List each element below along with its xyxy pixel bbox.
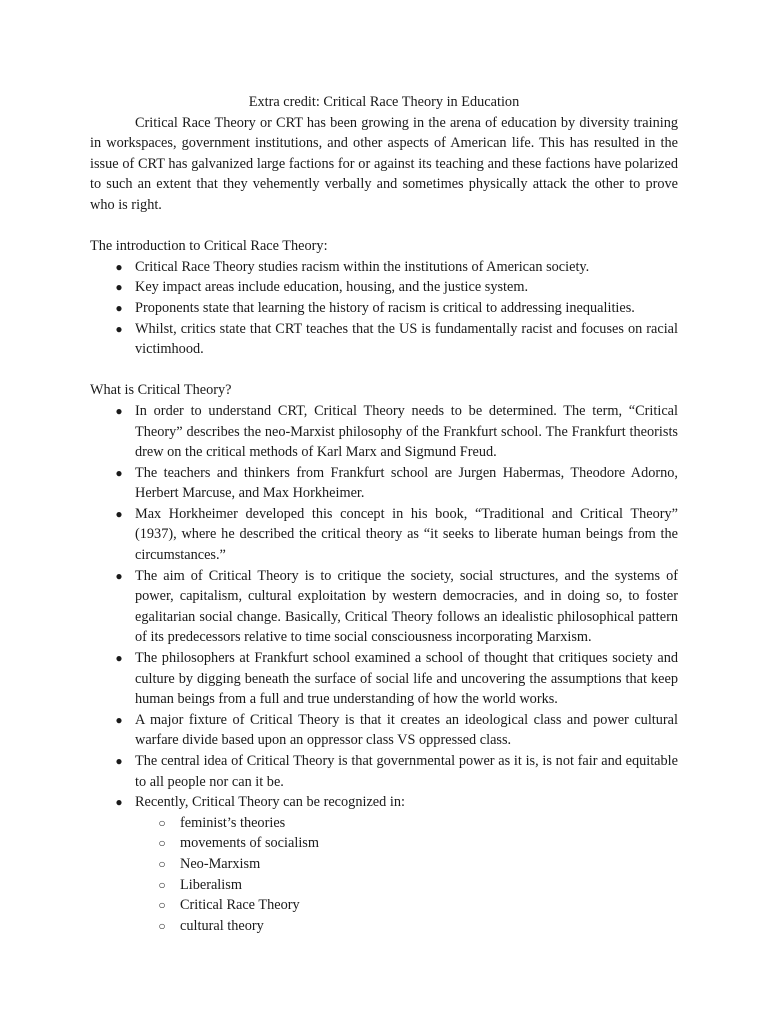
sub-list-item-text: cultural theory xyxy=(180,917,264,934)
list-item-text: The aim of Critical Theory is to critique the society, social structures, and the systems of power, capitalism, cultural exploitation by western democracies, and in doing so, to foster egalitarian social change. Basically, Critical Theory follows an idealistic philosophical pattern of its predecessors relative to time social consciousness incorporating Marxism. xyxy=(135,567,678,646)
document-title: Extra credit: Critical Race Theory in Education xyxy=(248,94,520,110)
list-item-text: Max Horkheimer developed this concept in his book, “Traditional and Critical Theory” (1937), where he described the critical theory as “it seeks to liberate human beings from the circumstances.” xyxy=(135,505,678,564)
bullet-icon: ● xyxy=(115,321,123,336)
list-item-text: Whilst, critics state that CRT teaches that the US is fundamentally racist and focuses on racial victimhood. xyxy=(135,320,678,358)
list-item xyxy=(90,463,678,504)
critical-theory-list xyxy=(90,401,678,936)
recognized-in-list xyxy=(135,813,678,937)
hollow-bullet-icon: ○ xyxy=(158,877,166,892)
bullet-icon: ● xyxy=(115,568,123,583)
list-item xyxy=(90,566,678,648)
bullet-icon: ● xyxy=(115,712,123,727)
hollow-bullet-icon: ○ xyxy=(158,856,166,871)
section-heading-critical-theory: What is Critical Theory? xyxy=(90,382,232,399)
intro-paragraph: Critical Race Theory or CRT has been growing in the arena of education by diversity training in workspaces, government institutions, and other aspects of American life. This has resulted in the issue of CRT has galvanized large factions for or against its teaching and these factions have polarized to such an extent that they vehemently verbally and sometimes physically attack the other to prove who is right. xyxy=(90,114,678,213)
list-item-text: The philosophers at Frankfurt school examined a school of thought that critiques society and culture by digging beneath the surface of social life and uncovering the assumptions that keep human beings from a full and true understanding of how the world works. xyxy=(135,650,678,708)
hollow-bullet-icon: ○ xyxy=(158,815,166,830)
bullet-icon: ● xyxy=(115,795,123,810)
list-item xyxy=(90,401,678,463)
sub-list-item-text: feminist’s theories xyxy=(180,814,286,831)
section-heading-introduction: The introduction to Critical Race Theory: xyxy=(90,238,328,255)
blank-line xyxy=(90,360,678,381)
list-item xyxy=(90,504,678,566)
blank-line xyxy=(90,216,678,237)
hollow-bullet-icon: ○ xyxy=(158,918,166,933)
sub-list-item xyxy=(135,833,678,854)
sub-list-item-text: Liberalism xyxy=(180,876,242,893)
list-item-text: In order to understand CRT, Critical Theory needs to be determined. The term, “Critical Theory” describes the neo-Marxist philosophy of the Frankfurt school. The Frankfurt theorists drew on the critical methods of Karl Marx and Sigmund Freud. xyxy=(135,402,678,461)
introduction-list xyxy=(90,257,678,360)
bullet-icon: ● xyxy=(115,403,123,418)
list-item xyxy=(90,710,678,751)
hollow-bullet-icon: ○ xyxy=(158,898,166,913)
hollow-bullet-icon: ○ xyxy=(158,836,166,851)
list-item-text: Critical Race Theory studies racism within the institutions of American society. xyxy=(135,258,590,275)
bullet-icon: ● xyxy=(115,280,123,295)
list-item-text: Proponents state that learning the history of racism is critical to addressing inequalities. xyxy=(135,299,635,316)
list-item xyxy=(90,277,678,298)
bullet-icon: ● xyxy=(115,300,123,315)
sub-list-item-text: movements of socialism xyxy=(180,835,319,852)
list-item-text: A major fixture of Critical Theory is that it creates an ideological class and power cultural warfare divide based upon an oppressor class VS oppressed class. xyxy=(135,711,678,749)
sub-list-item xyxy=(135,854,678,875)
list-item-text: Recently, Critical Theory can be recognized in: xyxy=(135,794,405,811)
list-item xyxy=(90,257,678,278)
bullet-icon: ● xyxy=(115,259,123,274)
sub-list-item xyxy=(135,895,678,916)
list-item xyxy=(90,751,678,792)
document-body xyxy=(90,92,678,936)
list-item xyxy=(90,319,678,360)
list-item-text: The teachers and thinkers from Frankfurt school are Jurgen Habermas, Theodore Adorno, Herbert Marcuse, and Max Horkheimer. xyxy=(135,464,678,502)
sub-list-item xyxy=(135,875,678,896)
sub-list-item xyxy=(135,813,678,834)
list-item xyxy=(90,298,678,319)
list-item-text: The central idea of Critical Theory is that governmental power as it is, is not fair and equitable to all people nor can it be. xyxy=(135,753,678,790)
list-item xyxy=(90,648,678,710)
bullet-icon: ● xyxy=(115,651,123,666)
bullet-icon: ● xyxy=(115,754,123,768)
list-item xyxy=(90,792,678,936)
bullet-icon: ● xyxy=(115,465,123,480)
sub-list-item-text: Critical Race Theory xyxy=(180,897,300,914)
sub-list-item-text: Neo-Marxism xyxy=(180,855,261,872)
list-item-text: Key impact areas include education, housing, and the justice system. xyxy=(135,279,529,296)
sub-list-item xyxy=(135,916,678,937)
bullet-icon: ● xyxy=(115,506,123,521)
